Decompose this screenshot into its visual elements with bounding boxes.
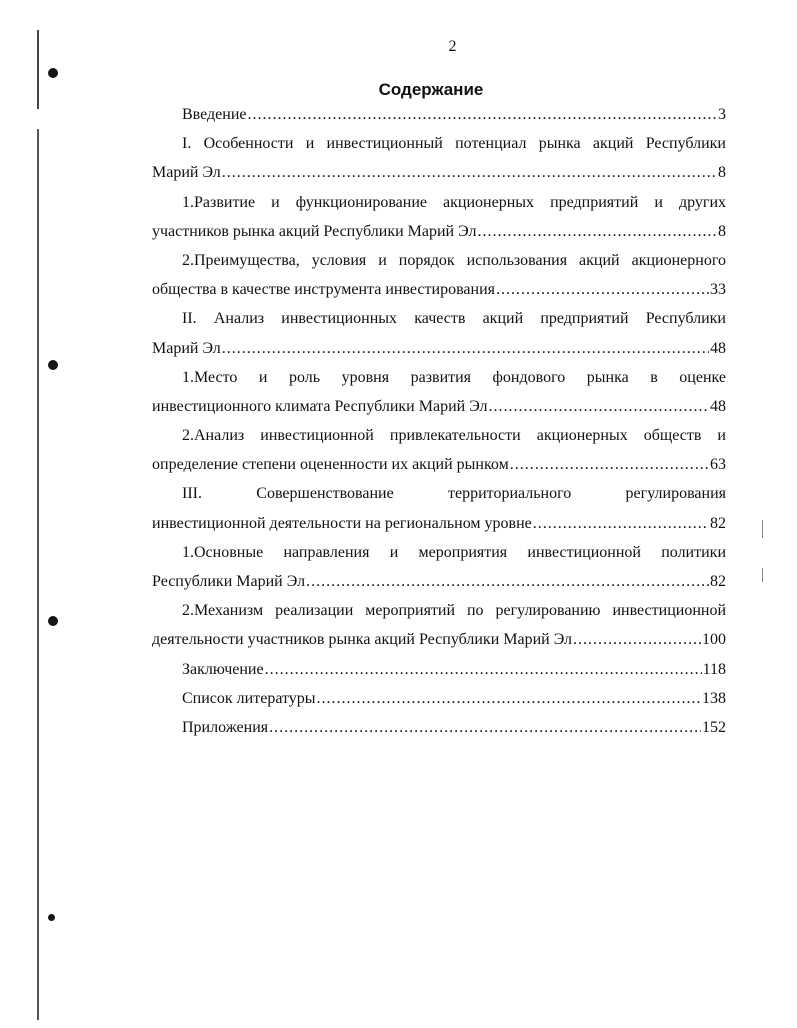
- toc-entry-page: 152: [702, 718, 726, 736]
- toc-entry: [152, 100, 726, 129]
- toc-entry-text: инвестиционного климата Республики Марий Эл: [152, 397, 488, 415]
- toc-entry: [152, 684, 726, 713]
- toc-entry-text: участников рынка акций Республики Марий Эл: [152, 222, 477, 240]
- binding-hole: [48, 68, 58, 78]
- toc-entry-text: 1.Место и роль уровня развития фондового рынка в оценке: [182, 368, 726, 386]
- toc-entry-page: 48: [710, 339, 726, 357]
- toc-entry-text: III. Совершенствование территориального регулирования: [182, 485, 726, 503]
- toc-entry-text: Марий Эл: [152, 339, 221, 357]
- toc-entry: [152, 421, 726, 479]
- dot-leader: [317, 684, 701, 713]
- dot-leader: [222, 334, 709, 363]
- dot-leader: [489, 392, 709, 421]
- toc-entry-text: II. Анализ инвестиционных качеств акций предприятий Республики: [182, 310, 726, 328]
- toc-entry: [152, 304, 726, 362]
- dot-leader: [533, 509, 709, 538]
- toc-entry-page: 138: [702, 689, 726, 707]
- toc-entry: [152, 188, 726, 246]
- toc-entry-text: деятельности участников рынка акций Республики Марий Эл: [152, 631, 573, 649]
- toc-entry: [152, 596, 726, 654]
- toc-entry-text: Приложения: [182, 718, 269, 736]
- binding-hole: [48, 360, 58, 370]
- toc-entry-page: 100: [702, 631, 726, 649]
- toc-entry-page: 8: [718, 164, 726, 182]
- toc-entry-page: 118: [702, 660, 726, 678]
- toc-entry-text: 1.Развитие и функционирование акционерных предприятий и других: [182, 193, 726, 211]
- toc-entry-text: 2.Анализ инвестиционной привлекательности акционерных обществ и: [182, 427, 726, 445]
- toc-entry: [152, 246, 726, 304]
- toc-entry-page: 33: [710, 281, 726, 299]
- toc-entry-text: 1.Основные направления и мероприятия инвестиционной политики: [182, 543, 726, 561]
- dot-leader: [222, 158, 717, 187]
- toc-entry: [152, 655, 726, 684]
- toc-entry: [152, 538, 726, 596]
- toc-entry-text: 2.Преимущества, условия и порядок использования акций акционерного: [182, 251, 726, 269]
- dot-leader: [248, 100, 718, 129]
- toc-entry-text: Заключение: [182, 660, 264, 678]
- dot-leader: [269, 713, 701, 742]
- toc-entry-page: 82: [710, 573, 726, 590]
- scan-artifact: [762, 520, 763, 538]
- toc-entry-text: I. Особенности и инвестиционный потенциал рынка акций Республики: [182, 135, 726, 153]
- dot-leader: [477, 217, 717, 246]
- binding-hole: [48, 616, 58, 626]
- dot-leader: [510, 450, 709, 479]
- toc-entry: [152, 713, 726, 742]
- scan-artifact: [762, 568, 763, 582]
- toc-entry-page: 8: [718, 222, 726, 240]
- toc-entry: [152, 479, 726, 537]
- toc-title: Содержание: [378, 80, 484, 99]
- toc-entry-page: 3: [718, 106, 726, 123]
- toc-entry: [152, 129, 726, 187]
- toc-entry: [152, 363, 726, 421]
- scan-binding-edge: [37, 30, 39, 1020]
- toc-entry-text: общества в качестве инструмента инвестирования: [152, 281, 495, 299]
- dot-leader: [496, 275, 709, 304]
- toc-entry-text: Список литературы: [182, 689, 316, 707]
- toc-entry-text: определение степени оцененности их акций рынком: [152, 456, 509, 474]
- toc-entry-page: 82: [710, 514, 726, 532]
- toc-entry-text: Марий Эл: [152, 164, 221, 182]
- toc-entry-text: инвестиционной деятельности на региональном уровне: [152, 514, 532, 532]
- dot-leader: [306, 567, 709, 596]
- toc-entry-page: 48: [710, 397, 726, 415]
- toc-entry-text: Введение: [182, 106, 247, 123]
- page-number: 2: [448, 38, 457, 55]
- table-of-contents: [152, 100, 726, 742]
- toc-entry-text: 2.Механизм реализации мероприятий по регулированию инвестиционной: [182, 602, 726, 620]
- dot-leader: [265, 655, 702, 684]
- toc-entry-page: 63: [710, 456, 726, 474]
- binding-hole: [48, 914, 55, 921]
- dot-leader: [573, 625, 701, 654]
- toc-entry-text: Республики Марий Эл: [152, 573, 306, 590]
